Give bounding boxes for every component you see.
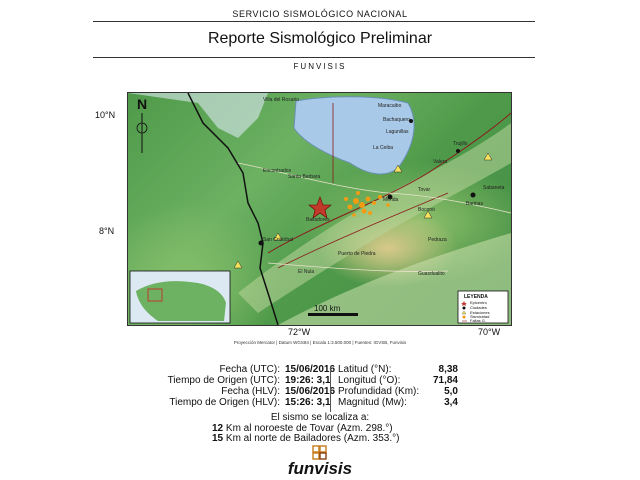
depth-value: 5,0: [444, 386, 458, 397]
seismic-map: [127, 92, 512, 326]
place-label: San Cristóbal: [263, 237, 294, 243]
header-divider-bottom: [93, 57, 535, 58]
distance-2: 15: [212, 433, 224, 444]
origen-hlv-value: 15:26: 3,1: [285, 397, 331, 408]
location-text-2: Km al norte de Bailadores (Azm. 353.°): [225, 433, 400, 444]
legend-item: Sismicidad: [470, 314, 490, 319]
place-label: Guasdualito: [418, 271, 445, 277]
info-left-values: [285, 364, 345, 408]
place-label: Boconó: [418, 207, 435, 213]
scale-bar: [308, 313, 358, 316]
north-arrow-label: N: [137, 96, 148, 112]
info-left-labels: [85, 364, 280, 408]
legend-item: Estaciones: [470, 310, 490, 315]
scale-label: 100 km: [314, 304, 341, 313]
latitude-value: 8,38: [438, 364, 458, 375]
info-label: Fecha (HLV):: [221, 386, 280, 397]
legend-item: Fallas G.: [470, 318, 487, 323]
place-label: Lagunillas: [386, 129, 409, 135]
place-label: Maracaibo: [378, 103, 402, 109]
map-caption: Proyección Mercator | Datum WGS84 | Escala 1:3.500.000 | Fuentes: IGVSB, Funvisis: [233, 340, 407, 345]
legend-title: LEYENDA: [464, 294, 488, 300]
place-label: Barinas: [466, 201, 483, 207]
place-label: Santa Barbara: [288, 174, 321, 180]
info-label: Fecha (UTC):: [219, 364, 280, 375]
place-label: Trujillo: [453, 141, 468, 147]
magnitude-value: 3,4: [444, 397, 458, 408]
lat-label-8: 8°N: [99, 226, 115, 236]
location-text-1: Km al noroeste de Tovar (Azm. 298.°): [225, 423, 393, 434]
info-label: Latitud (°N):: [338, 364, 392, 375]
fecha-utc-value: 15/06/2016: [285, 364, 336, 375]
longitude-value: 71,84: [432, 375, 458, 386]
epicenter-star: [309, 197, 331, 218]
map-graphic: [128, 93, 511, 325]
place-label: Bachaquero: [383, 117, 410, 123]
legend-item: Epicentro: [470, 300, 487, 305]
org-name: FUNVISIS: [293, 62, 347, 71]
place-label: Sabaneta: [483, 185, 505, 191]
place-label: La Ceiba: [373, 145, 394, 151]
place-label: Encontrados: [263, 168, 292, 174]
place-label: Mérida: [383, 197, 399, 203]
lon-label-72: 72°W: [288, 327, 311, 337]
funvisis-logo-text: funvisis: [287, 459, 353, 478]
info-label: Tiempo de Origen (UTC):: [167, 375, 280, 386]
place-label: Puerto de Piedra: [338, 251, 376, 257]
info-label: Magnitud (Mw):: [338, 397, 407, 408]
lat-label-10: 10°N: [95, 110, 116, 120]
info-label: Longitud (°O):: [338, 375, 401, 386]
place-label: Tovar: [418, 187, 431, 193]
place-label: El Nula: [298, 269, 315, 275]
fecha-hlv-value: 15/06/2016: [285, 386, 336, 397]
place-label: Valera: [433, 159, 448, 165]
lon-label-70: 70°W: [478, 327, 501, 337]
report-title: Reporte Sismológico Preliminar: [207, 30, 433, 47]
place-label: Villa del Rosario: [263, 97, 300, 103]
legend-city-icon: [463, 307, 466, 310]
header-divider-top: [93, 21, 535, 22]
agency-name: SERVICIO SISMOLÓGICO NACIONAL: [232, 9, 408, 19]
origen-utc-value: 19:26: 3,1: [285, 375, 331, 386]
place-label: Pedraza: [428, 237, 447, 243]
legend-seismicity-icon: [463, 316, 466, 319]
info-label: Profundidad (Km):: [338, 386, 420, 397]
place-label: Bailadores: [306, 217, 330, 223]
info-right-values: [398, 364, 458, 408]
coast-area: [128, 93, 268, 138]
location-intro: El sismo se localiza a:: [270, 412, 370, 423]
distance-1: 12: [212, 423, 224, 434]
legend-item: Ciudades: [470, 305, 487, 310]
info-separator: [330, 366, 331, 412]
location-line-2: [212, 433, 399, 444]
info-label: Tiempo de Origen (HLV):: [169, 397, 280, 408]
